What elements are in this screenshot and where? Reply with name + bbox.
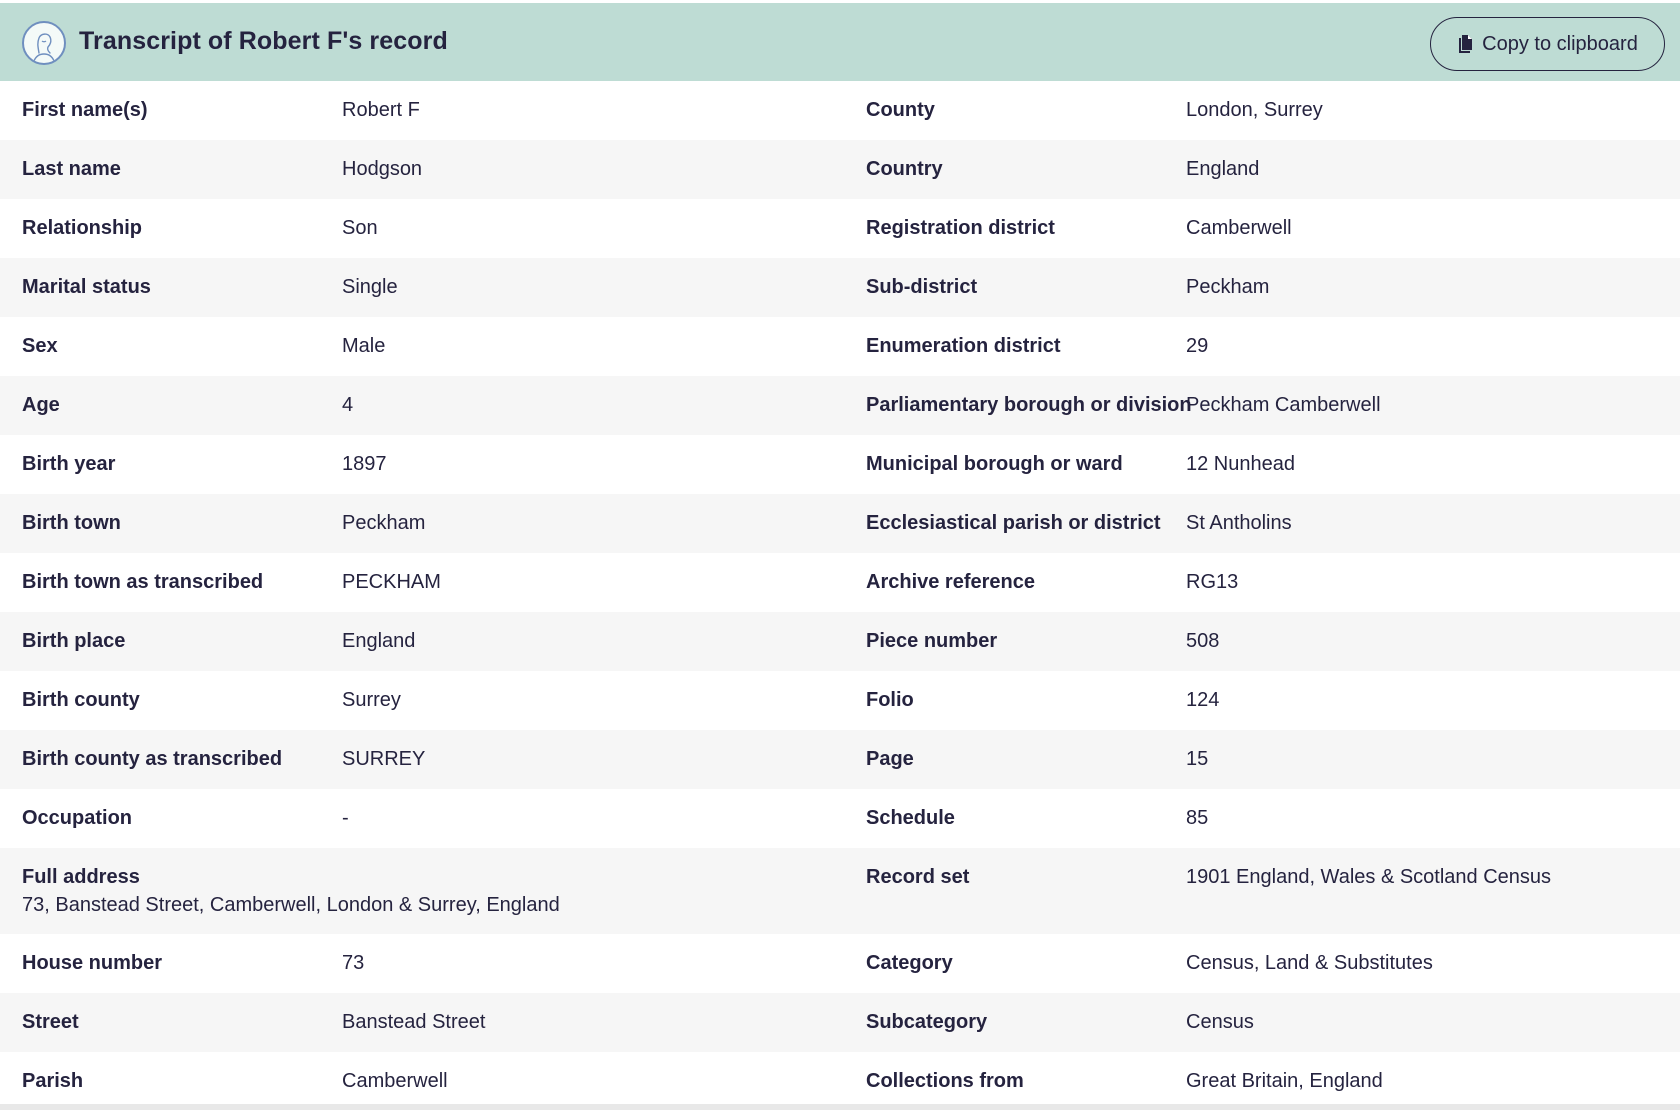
field-label: First name(s) xyxy=(22,99,148,121)
clipboard-icon xyxy=(1457,34,1473,54)
field-label: Parish xyxy=(22,1070,84,1092)
field-label: Full address xyxy=(22,866,140,888)
field-label: Category xyxy=(866,952,953,974)
field-value: Robert F xyxy=(342,99,420,121)
table-row xyxy=(0,1052,1680,1111)
field-value: Male xyxy=(342,335,386,357)
field-value: PECKHAM xyxy=(342,571,441,593)
field-value: Hodgson xyxy=(342,158,423,180)
field-label: Subcategory xyxy=(866,1011,988,1033)
field-value: Son xyxy=(342,217,378,239)
field-value: 85 xyxy=(1186,807,1209,829)
field-label: Country xyxy=(866,158,943,180)
field-value: England xyxy=(342,630,416,652)
record-table xyxy=(0,81,1680,1111)
field-label: Sub-district xyxy=(866,276,978,298)
field-value: SURREY xyxy=(342,748,426,770)
field-value: Great Britain, England xyxy=(1186,1070,1383,1092)
field-value: Banstead Street xyxy=(342,1011,486,1033)
field-value: Peckham xyxy=(1186,276,1270,298)
field-label: Record set xyxy=(866,866,970,888)
field-value: 12 Nunhead xyxy=(1186,453,1295,475)
field-value: Single xyxy=(342,276,398,298)
table-row xyxy=(0,494,1680,553)
field-value: 29 xyxy=(1186,335,1209,357)
field-label: Birth county xyxy=(22,689,140,711)
field-value: 1901 England, Wales & Scotland Census xyxy=(1186,866,1552,888)
field-label: Street xyxy=(22,1011,79,1033)
table-row-full-address xyxy=(0,848,1680,934)
table-row xyxy=(0,730,1680,789)
field-label: Schedule xyxy=(866,807,955,829)
table-row xyxy=(0,140,1680,199)
field-label: Folio xyxy=(866,689,914,711)
field-value: Surrey xyxy=(342,689,401,711)
field-label: Ecclesiastical parish or district xyxy=(866,512,1161,534)
field-label: Archive reference xyxy=(866,571,1035,593)
field-label: Municipal borough or ward xyxy=(866,453,1123,475)
table-row xyxy=(0,376,1680,435)
field-value: 508 xyxy=(1186,630,1220,652)
field-value: 4 xyxy=(342,394,354,416)
field-value: 124 xyxy=(1186,689,1220,711)
field-value: Camberwell xyxy=(342,1070,448,1092)
field-value: Peckham xyxy=(342,512,426,534)
table-row xyxy=(0,671,1680,730)
bottom-divider xyxy=(0,1104,1680,1110)
field-label: Birth place xyxy=(22,630,126,652)
table-row xyxy=(0,258,1680,317)
field-value: 1897 xyxy=(342,453,387,475)
page-title: Transcript of Robert F's record xyxy=(79,27,448,55)
table-row xyxy=(0,553,1680,612)
table-row xyxy=(0,317,1680,376)
field-value: 73 xyxy=(342,952,365,974)
table-row xyxy=(0,81,1680,140)
field-label: Occupation xyxy=(22,807,133,829)
field-label: Birth county as transcribed xyxy=(22,748,283,770)
full-address-value: 73, Banstead Street, Camberwell, London & Surrey, England xyxy=(22,894,560,916)
transcript-header xyxy=(0,3,1680,81)
field-label: Relationship xyxy=(22,217,143,239)
field-value: RG13 xyxy=(1186,571,1239,593)
table-row xyxy=(0,199,1680,258)
field-label: Birth year xyxy=(22,453,116,475)
copy-to-clipboard-button[interactable] xyxy=(1430,17,1665,71)
field-label: Parliamentary borough or division xyxy=(866,394,1192,416)
field-label: Collections from xyxy=(866,1070,1024,1092)
field-label: Piece number xyxy=(866,630,998,652)
field-label: County xyxy=(866,99,935,121)
field-value: Census xyxy=(1186,1011,1254,1033)
table-row xyxy=(0,435,1680,494)
field-label: Marital status xyxy=(22,276,151,298)
table-row xyxy=(0,934,1680,993)
field-label: Birth town xyxy=(22,512,121,534)
field-label: Birth town as transcribed xyxy=(22,571,264,593)
field-value: London, Surrey xyxy=(1186,99,1323,121)
field-value: St Antholins xyxy=(1186,512,1292,534)
field-label: House number xyxy=(22,952,163,974)
field-label: Registration district xyxy=(866,217,1055,239)
field-label: Last name xyxy=(22,158,121,180)
table-row xyxy=(0,789,1680,848)
field-label: Enumeration district xyxy=(866,335,1061,357)
field-label: Age xyxy=(22,394,60,416)
field-value: England xyxy=(1186,158,1260,180)
field-value: - xyxy=(342,807,349,829)
field-value: Camberwell xyxy=(1186,217,1292,239)
field-value: 15 xyxy=(1186,748,1209,770)
table-row xyxy=(0,612,1680,671)
avatar-icon xyxy=(22,21,66,65)
copy-button-label: Copy to clipboard xyxy=(1482,32,1638,55)
field-value: Peckham Camberwell xyxy=(1186,394,1381,416)
field-label: Page xyxy=(866,748,914,770)
table-row xyxy=(0,993,1680,1052)
field-value: Census, Land & Substitutes xyxy=(1186,952,1433,974)
field-label: Sex xyxy=(22,335,58,357)
